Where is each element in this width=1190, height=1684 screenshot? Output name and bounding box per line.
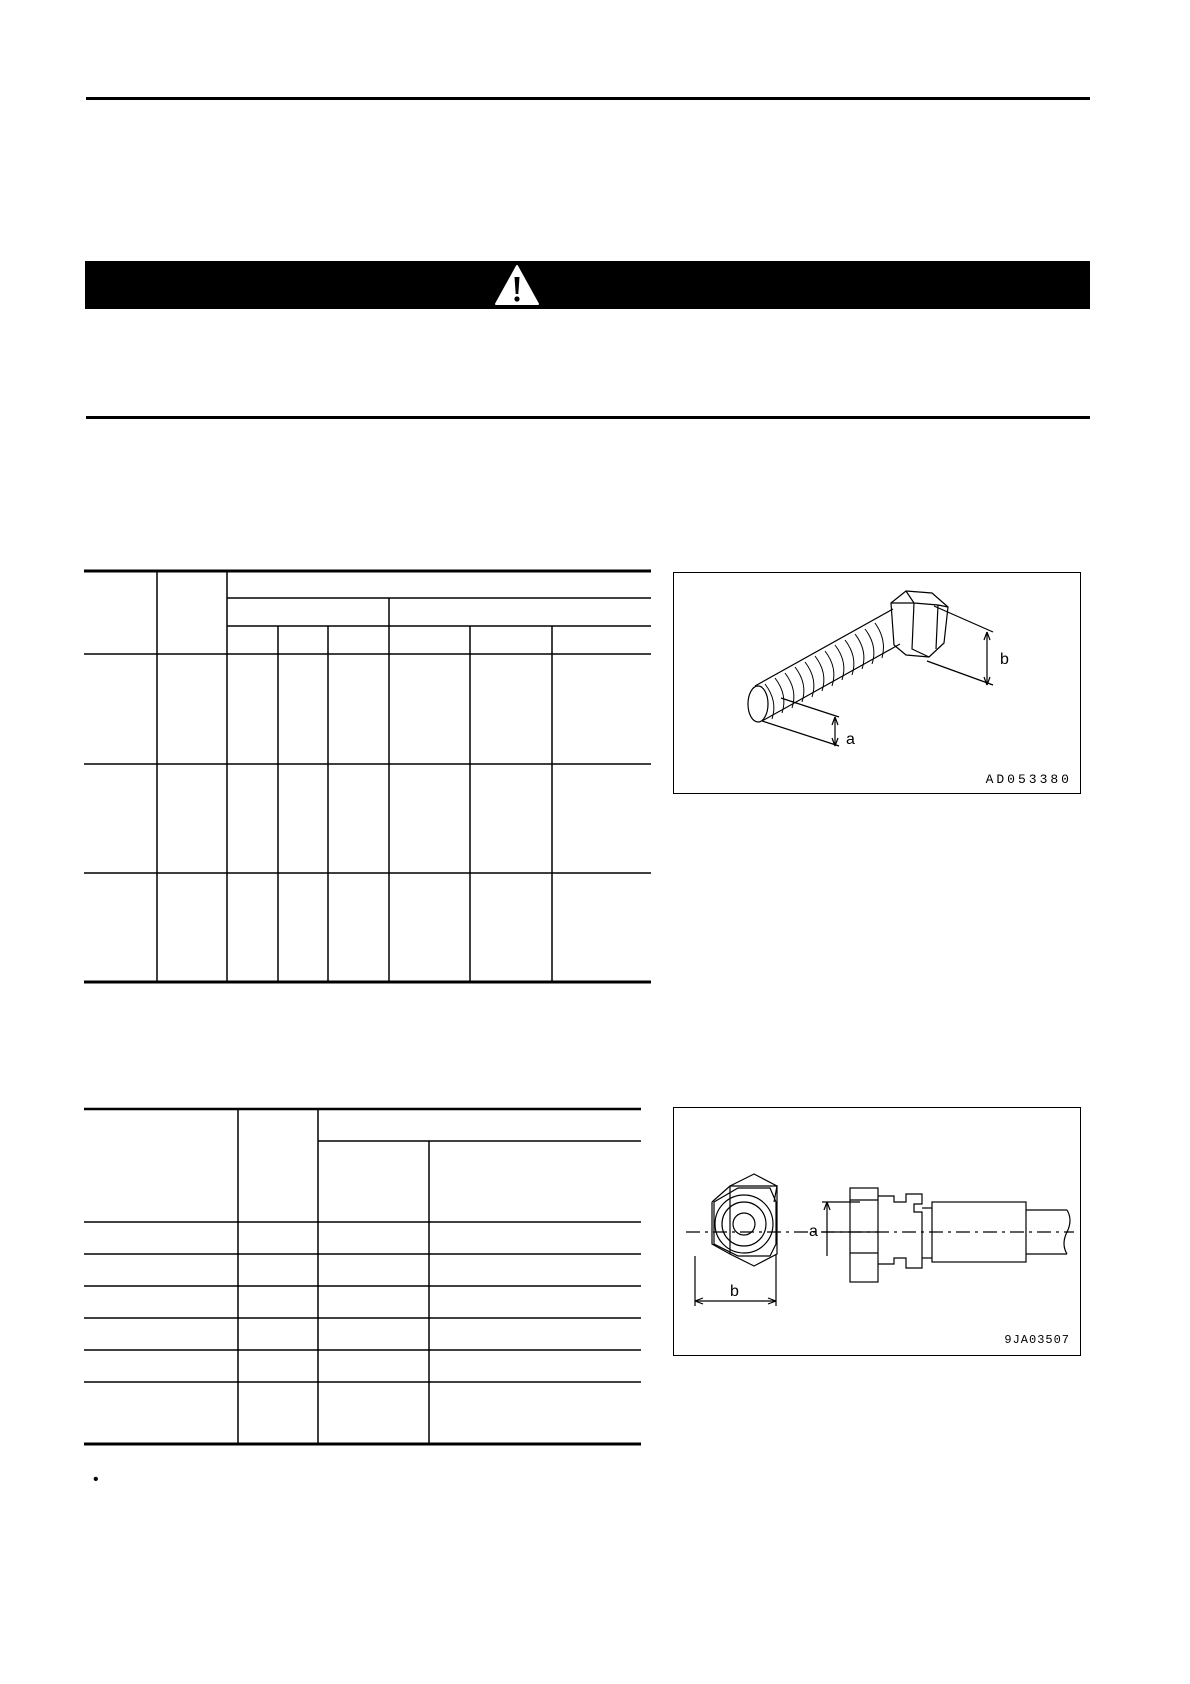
bolt-label-b: b xyxy=(1000,651,1009,668)
bolt-illustration xyxy=(674,573,1080,793)
fitting-label-b: b xyxy=(730,1283,739,1300)
bolt-figure-code: AD053380 xyxy=(985,772,1072,787)
bolt-torque-table xyxy=(84,569,652,985)
warning-triangle-icon xyxy=(493,263,541,307)
fitting-figure xyxy=(673,1107,1081,1356)
fitting-label-a: a xyxy=(809,1223,818,1240)
bolt-figure xyxy=(673,572,1081,794)
fitting-figure-code: 9JA03507 xyxy=(1004,1333,1070,1347)
top-rule xyxy=(86,97,1090,100)
warning-banner xyxy=(85,261,1090,309)
section-rule xyxy=(86,416,1090,419)
note-bullet: • xyxy=(93,1471,99,1488)
fitting-illustration xyxy=(674,1108,1080,1355)
fitting-torque-table xyxy=(84,1107,644,1447)
bolt-label-a: a xyxy=(846,731,855,748)
